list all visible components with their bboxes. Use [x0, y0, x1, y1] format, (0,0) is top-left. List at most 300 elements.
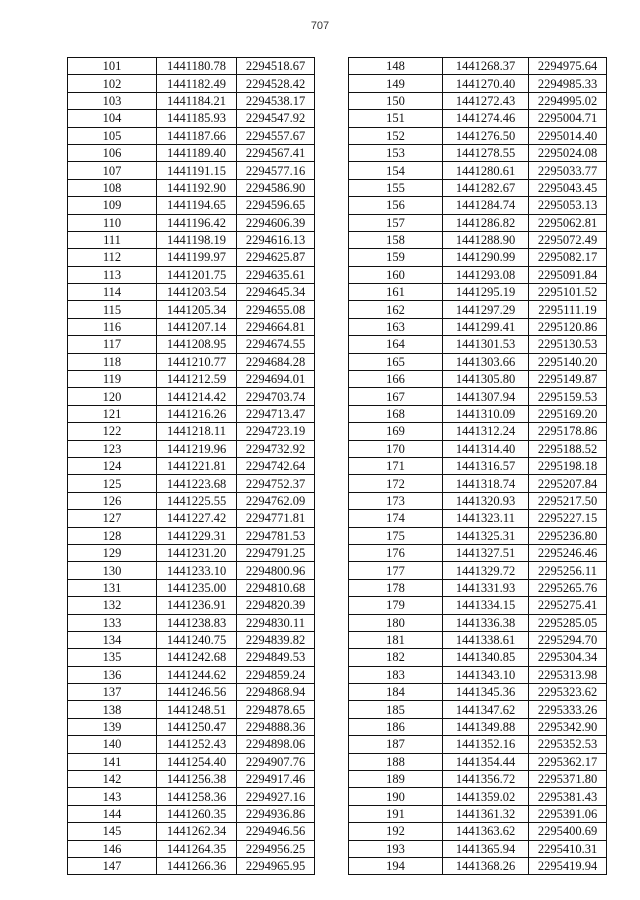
table-row: [349, 249, 607, 266]
point-number-cell: 124: [68, 457, 157, 474]
table-row: [349, 388, 607, 405]
point-number-cell: 136: [68, 666, 157, 683]
x-coordinate-cell: 1441198.19: [157, 231, 237, 248]
point-number-cell: 173: [349, 492, 443, 509]
table-row: [68, 197, 315, 214]
x-coordinate-cell: 1441238.83: [157, 614, 237, 631]
x-coordinate-cell: 1441214.42: [157, 388, 237, 405]
table-row: [68, 440, 315, 457]
table-row: [349, 301, 607, 318]
y-coordinate-cell: 2295101.52: [529, 284, 607, 301]
point-number-cell: 172: [349, 475, 443, 492]
point-number-cell: 140: [68, 736, 157, 753]
y-coordinate-cell: 2295419.94: [529, 857, 607, 874]
table-row: [349, 58, 607, 75]
x-coordinate-cell: 1441365.94: [443, 840, 529, 857]
y-coordinate-cell: 2294538.17: [237, 92, 315, 109]
table-row: [349, 266, 607, 283]
x-coordinate-cell: 1441268.37: [443, 58, 529, 75]
y-coordinate-cell: 2294888.36: [237, 718, 315, 735]
point-number-cell: 155: [349, 179, 443, 196]
y-coordinate-cell: 2295207.84: [529, 475, 607, 492]
y-coordinate-cell: 2295265.76: [529, 579, 607, 596]
x-coordinate-cell: 1441368.26: [443, 857, 529, 874]
table-row: [68, 353, 315, 370]
table-row: [349, 336, 607, 353]
point-number-cell: 188: [349, 753, 443, 770]
table-row: [349, 614, 607, 631]
table-row: [349, 718, 607, 735]
table-row: [68, 649, 315, 666]
y-coordinate-cell: 2295342.90: [529, 718, 607, 735]
x-coordinate-cell: 1441305.80: [443, 371, 529, 388]
point-number-cell: 117: [68, 336, 157, 353]
x-coordinate-cell: 1441363.62: [443, 823, 529, 840]
table-row: [349, 127, 607, 144]
table-row: [349, 144, 607, 161]
table-row: [68, 510, 315, 527]
y-coordinate-cell: 2295082.17: [529, 249, 607, 266]
point-number-cell: 159: [349, 249, 443, 266]
point-number-cell: 118: [68, 353, 157, 370]
x-coordinate-cell: 1441327.51: [443, 544, 529, 561]
x-coordinate-cell: 1441192.90: [157, 179, 237, 196]
x-coordinate-cell: 1441270.40: [443, 75, 529, 92]
table-row: [68, 823, 315, 840]
point-number-cell: 165: [349, 353, 443, 370]
x-coordinate-cell: 1441212.59: [157, 371, 237, 388]
table-row: [68, 492, 315, 509]
y-coordinate-cell: 2294762.09: [237, 492, 315, 509]
table-row: [349, 492, 607, 509]
point-number-cell: 156: [349, 197, 443, 214]
point-number-cell: 132: [68, 597, 157, 614]
x-coordinate-cell: 1441219.96: [157, 440, 237, 457]
point-number-cell: 111: [68, 231, 157, 248]
x-coordinate-cell: 1441187.66: [157, 127, 237, 144]
x-coordinate-cell: 1441221.81: [157, 457, 237, 474]
point-number-cell: 175: [349, 527, 443, 544]
table-row: [68, 318, 315, 335]
x-coordinate-cell: 1441266.36: [157, 857, 237, 874]
table-row: [68, 75, 315, 92]
y-coordinate-cell: 2295062.81: [529, 214, 607, 231]
y-coordinate-cell: 2294956.25: [237, 840, 315, 857]
point-number-cell: 150: [349, 92, 443, 109]
point-number-cell: 133: [68, 614, 157, 631]
table-row: [68, 562, 315, 579]
point-number-cell: 107: [68, 162, 157, 179]
x-coordinate-cell: 1441334.15: [443, 597, 529, 614]
point-number-cell: 183: [349, 666, 443, 683]
table-row: [349, 631, 607, 648]
point-number-cell: 125: [68, 475, 157, 492]
point-number-cell: 177: [349, 562, 443, 579]
x-coordinate-cell: 1441180.78: [157, 58, 237, 75]
table-row: [68, 597, 315, 614]
y-coordinate-cell: 2294927.16: [237, 788, 315, 805]
x-coordinate-cell: 1441331.93: [443, 579, 529, 596]
x-coordinate-cell: 1441310.09: [443, 405, 529, 422]
table-row: [68, 805, 315, 822]
y-coordinate-cell: 2295352.53: [529, 736, 607, 753]
y-coordinate-cell: 2295236.80: [529, 527, 607, 544]
x-coordinate-cell: 1441274.46: [443, 110, 529, 127]
point-number-cell: 153: [349, 144, 443, 161]
y-coordinate-cell: 2295256.11: [529, 562, 607, 579]
x-coordinate-cell: 1441242.68: [157, 649, 237, 666]
table-row: [349, 857, 607, 874]
x-coordinate-cell: 1441290.99: [443, 249, 529, 266]
x-coordinate-cell: 1441189.40: [157, 144, 237, 161]
y-coordinate-cell: 2294771.81: [237, 510, 315, 527]
y-coordinate-cell: 2295120.86: [529, 318, 607, 335]
y-coordinate-cell: 2294664.81: [237, 318, 315, 335]
y-coordinate-cell: 2294781.53: [237, 527, 315, 544]
y-coordinate-cell: 2295169.20: [529, 405, 607, 422]
y-coordinate-cell: 2295024.08: [529, 144, 607, 161]
point-number-cell: 182: [349, 649, 443, 666]
x-coordinate-cell: 1441282.67: [443, 179, 529, 196]
y-coordinate-cell: 2294800.96: [237, 562, 315, 579]
point-number-cell: 128: [68, 527, 157, 544]
x-coordinate-cell: 1441252.43: [157, 736, 237, 753]
table-row: [68, 857, 315, 874]
point-number-cell: 162: [349, 301, 443, 318]
point-number-cell: 110: [68, 214, 157, 231]
table-row: [349, 788, 607, 805]
table-row: [349, 771, 607, 788]
y-coordinate-cell: 2295285.05: [529, 614, 607, 631]
point-number-cell: 141: [68, 753, 157, 770]
y-coordinate-cell: 2294917.46: [237, 771, 315, 788]
table-row: [68, 631, 315, 648]
point-number-cell: 145: [68, 823, 157, 840]
y-coordinate-cell: 2294810.68: [237, 579, 315, 596]
y-coordinate-cell: 2295304.34: [529, 649, 607, 666]
y-coordinate-cell: 2295004.71: [529, 110, 607, 127]
x-coordinate-cell: 1441244.62: [157, 666, 237, 683]
page-number: 707: [310, 20, 330, 32]
point-number-cell: 102: [68, 75, 157, 92]
x-coordinate-cell: 1441236.91: [157, 597, 237, 614]
table-row: [349, 353, 607, 370]
x-coordinate-cell: 1441293.08: [443, 266, 529, 283]
x-coordinate-cell: 1441218.11: [157, 423, 237, 440]
point-number-cell: 108: [68, 179, 157, 196]
table-row: [68, 231, 315, 248]
point-number-cell: 186: [349, 718, 443, 735]
point-number-cell: 126: [68, 492, 157, 509]
x-coordinate-cell: 1441288.90: [443, 231, 529, 248]
y-coordinate-cell: 2294606.39: [237, 214, 315, 231]
x-coordinate-cell: 1441318.74: [443, 475, 529, 492]
table-row: [349, 110, 607, 127]
table-row: [68, 527, 315, 544]
point-number-cell: 103: [68, 92, 157, 109]
table-row: [68, 179, 315, 196]
y-coordinate-cell: 2294742.64: [237, 457, 315, 474]
table-row: [349, 457, 607, 474]
table-row: [349, 597, 607, 614]
point-number-cell: 176: [349, 544, 443, 561]
x-coordinate-cell: 1441299.41: [443, 318, 529, 335]
point-number-cell: 138: [68, 701, 157, 718]
y-coordinate-cell: 2294752.37: [237, 475, 315, 492]
point-number-cell: 160: [349, 266, 443, 283]
x-coordinate-cell: 1441205.34: [157, 301, 237, 318]
point-number-cell: 170: [349, 440, 443, 457]
table-row: [349, 579, 607, 596]
x-coordinate-cell: 1441301.53: [443, 336, 529, 353]
y-coordinate-cell: 2294995.02: [529, 92, 607, 109]
coordinate-table-right: [348, 57, 607, 875]
x-coordinate-cell: 1441343.10: [443, 666, 529, 683]
x-coordinate-cell: 1441286.82: [443, 214, 529, 231]
point-number-cell: 122: [68, 423, 157, 440]
table-row: [68, 249, 315, 266]
point-number-cell: 168: [349, 405, 443, 422]
point-number-cell: 180: [349, 614, 443, 631]
point-number-cell: 143: [68, 788, 157, 805]
x-coordinate-cell: 1441320.93: [443, 492, 529, 509]
table-row: [349, 197, 607, 214]
y-coordinate-cell: 2295275.41: [529, 597, 607, 614]
x-coordinate-cell: 1441280.61: [443, 162, 529, 179]
point-number-cell: 152: [349, 127, 443, 144]
point-number-cell: 120: [68, 388, 157, 405]
y-coordinate-cell: 2294985.33: [529, 75, 607, 92]
x-coordinate-cell: 1441194.65: [157, 197, 237, 214]
x-coordinate-cell: 1441325.31: [443, 527, 529, 544]
x-coordinate-cell: 1441264.35: [157, 840, 237, 857]
point-number-cell: 192: [349, 823, 443, 840]
x-coordinate-cell: 1441345.36: [443, 684, 529, 701]
point-number-cell: 167: [349, 388, 443, 405]
y-coordinate-cell: 2294684.28: [237, 353, 315, 370]
point-number-cell: 190: [349, 788, 443, 805]
x-coordinate-cell: 1441199.97: [157, 249, 237, 266]
point-number-cell: 123: [68, 440, 157, 457]
table-row: [349, 510, 607, 527]
point-number-cell: 144: [68, 805, 157, 822]
point-number-cell: 161: [349, 284, 443, 301]
table-row: [349, 214, 607, 231]
y-coordinate-cell: 2294625.87: [237, 249, 315, 266]
table-row: [68, 336, 315, 353]
y-coordinate-cell: 2294936.86: [237, 805, 315, 822]
table-row: [349, 231, 607, 248]
table-row: [68, 423, 315, 440]
x-coordinate-cell: 1441340.85: [443, 649, 529, 666]
point-number-cell: 119: [68, 371, 157, 388]
y-coordinate-cell: 2295033.77: [529, 162, 607, 179]
x-coordinate-cell: 1441262.34: [157, 823, 237, 840]
y-coordinate-cell: 2294616.13: [237, 231, 315, 248]
point-number-cell: 166: [349, 371, 443, 388]
table-row: [68, 771, 315, 788]
table-row: [349, 475, 607, 492]
y-coordinate-cell: 2295362.17: [529, 753, 607, 770]
table-row: [68, 753, 315, 770]
y-coordinate-cell: 2294713.47: [237, 405, 315, 422]
point-number-cell: 139: [68, 718, 157, 735]
table-row: [349, 162, 607, 179]
point-number-cell: 101: [68, 58, 157, 75]
y-coordinate-cell: 2295159.53: [529, 388, 607, 405]
table-row: [349, 805, 607, 822]
table-row: [349, 684, 607, 701]
x-coordinate-cell: 1441227.42: [157, 510, 237, 527]
coordinate-table-left: [67, 57, 315, 875]
point-number-cell: 127: [68, 510, 157, 527]
x-coordinate-cell: 1441258.36: [157, 788, 237, 805]
x-coordinate-cell: 1441250.47: [157, 718, 237, 735]
y-coordinate-cell: 2295227.15: [529, 510, 607, 527]
y-coordinate-cell: 2295371.80: [529, 771, 607, 788]
point-number-cell: 142: [68, 771, 157, 788]
table-row: [349, 371, 607, 388]
point-number-cell: 148: [349, 58, 443, 75]
table-row: [68, 144, 315, 161]
point-number-cell: 184: [349, 684, 443, 701]
table-row: [68, 544, 315, 561]
x-coordinate-cell: 1441182.49: [157, 75, 237, 92]
table-row: [68, 110, 315, 127]
table-row: [68, 388, 315, 405]
point-number-cell: 158: [349, 231, 443, 248]
x-coordinate-cell: 1441185.93: [157, 110, 237, 127]
y-coordinate-cell: 2294694.01: [237, 371, 315, 388]
y-coordinate-cell: 2294946.56: [237, 823, 315, 840]
point-number-cell: 149: [349, 75, 443, 92]
table-row: [349, 284, 607, 301]
x-coordinate-cell: 1441314.40: [443, 440, 529, 457]
point-number-cell: 116: [68, 318, 157, 335]
point-number-cell: 131: [68, 579, 157, 596]
y-coordinate-cell: 2295294.70: [529, 631, 607, 648]
y-coordinate-cell: 2294547.92: [237, 110, 315, 127]
coordinate-table-right-body: [349, 58, 607, 875]
y-coordinate-cell: 2295014.40: [529, 127, 607, 144]
x-coordinate-cell: 1441260.35: [157, 805, 237, 822]
x-coordinate-cell: 1441191.15: [157, 162, 237, 179]
x-coordinate-cell: 1441254.40: [157, 753, 237, 770]
y-coordinate-cell: 2295188.52: [529, 440, 607, 457]
y-coordinate-cell: 2295391.06: [529, 805, 607, 822]
point-number-cell: 105: [68, 127, 157, 144]
y-coordinate-cell: 2295198.18: [529, 457, 607, 474]
y-coordinate-cell: 2295410.31: [529, 840, 607, 857]
y-coordinate-cell: 2295323.62: [529, 684, 607, 701]
y-coordinate-cell: 2295217.50: [529, 492, 607, 509]
x-coordinate-cell: 1441349.88: [443, 718, 529, 735]
y-coordinate-cell: 2294703.74: [237, 388, 315, 405]
table-row: [349, 423, 607, 440]
point-number-cell: 121: [68, 405, 157, 422]
table-row: [68, 475, 315, 492]
point-number-cell: 151: [349, 110, 443, 127]
point-number-cell: 178: [349, 579, 443, 596]
y-coordinate-cell: 2294635.61: [237, 266, 315, 283]
point-number-cell: 174: [349, 510, 443, 527]
y-coordinate-cell: 2294557.67: [237, 127, 315, 144]
table-row: [349, 440, 607, 457]
x-coordinate-cell: 1441207.14: [157, 318, 237, 335]
x-coordinate-cell: 1441225.55: [157, 492, 237, 509]
x-coordinate-cell: 1441356.72: [443, 771, 529, 788]
y-coordinate-cell: 2295246.46: [529, 544, 607, 561]
x-coordinate-cell: 1441352.16: [443, 736, 529, 753]
x-coordinate-cell: 1441312.24: [443, 423, 529, 440]
point-number-cell: 109: [68, 197, 157, 214]
point-number-cell: 194: [349, 857, 443, 874]
y-coordinate-cell: 2294655.08: [237, 301, 315, 318]
x-coordinate-cell: 1441278.55: [443, 144, 529, 161]
x-coordinate-cell: 1441361.32: [443, 805, 529, 822]
table-row: [68, 614, 315, 631]
table-row: [68, 736, 315, 753]
x-coordinate-cell: 1441354.44: [443, 753, 529, 770]
point-number-cell: 164: [349, 336, 443, 353]
table-row: [68, 162, 315, 179]
y-coordinate-cell: 2294674.55: [237, 336, 315, 353]
y-coordinate-cell: 2295313.98: [529, 666, 607, 683]
x-coordinate-cell: 1441347.62: [443, 701, 529, 718]
table-row: [68, 718, 315, 735]
point-number-cell: 114: [68, 284, 157, 301]
y-coordinate-cell: 2294898.06: [237, 736, 315, 753]
x-coordinate-cell: 1441338.61: [443, 631, 529, 648]
table-row: [349, 736, 607, 753]
table-row: [68, 579, 315, 596]
point-number-cell: 157: [349, 214, 443, 231]
x-coordinate-cell: 1441248.51: [157, 701, 237, 718]
x-coordinate-cell: 1441233.10: [157, 562, 237, 579]
point-number-cell: 179: [349, 597, 443, 614]
table-row: [68, 405, 315, 422]
table-row: [68, 701, 315, 718]
table-row: [349, 753, 607, 770]
y-coordinate-cell: 2294907.76: [237, 753, 315, 770]
table-row: [68, 840, 315, 857]
y-coordinate-cell: 2294791.25: [237, 544, 315, 561]
table-row: [68, 788, 315, 805]
x-coordinate-cell: 1441329.72: [443, 562, 529, 579]
point-number-cell: 193: [349, 840, 443, 857]
point-number-cell: 147: [68, 857, 157, 874]
x-coordinate-cell: 1441223.68: [157, 475, 237, 492]
point-number-cell: 106: [68, 144, 157, 161]
y-coordinate-cell: 2294975.64: [529, 58, 607, 75]
table-row: [68, 684, 315, 701]
x-coordinate-cell: 1441303.66: [443, 353, 529, 370]
table-row: [349, 666, 607, 683]
y-coordinate-cell: 2295178.86: [529, 423, 607, 440]
x-coordinate-cell: 1441235.00: [157, 579, 237, 596]
y-coordinate-cell: 2294878.65: [237, 701, 315, 718]
y-coordinate-cell: 2294577.16: [237, 162, 315, 179]
y-coordinate-cell: 2294596.65: [237, 197, 315, 214]
y-coordinate-cell: 2294586.90: [237, 179, 315, 196]
coordinate-table-left-body: [68, 58, 315, 875]
x-coordinate-cell: 1441295.19: [443, 284, 529, 301]
point-number-cell: 146: [68, 840, 157, 857]
y-coordinate-cell: 2294830.11: [237, 614, 315, 631]
y-coordinate-cell: 2295130.53: [529, 336, 607, 353]
y-coordinate-cell: 2294839.82: [237, 631, 315, 648]
x-coordinate-cell: 1441229.31: [157, 527, 237, 544]
